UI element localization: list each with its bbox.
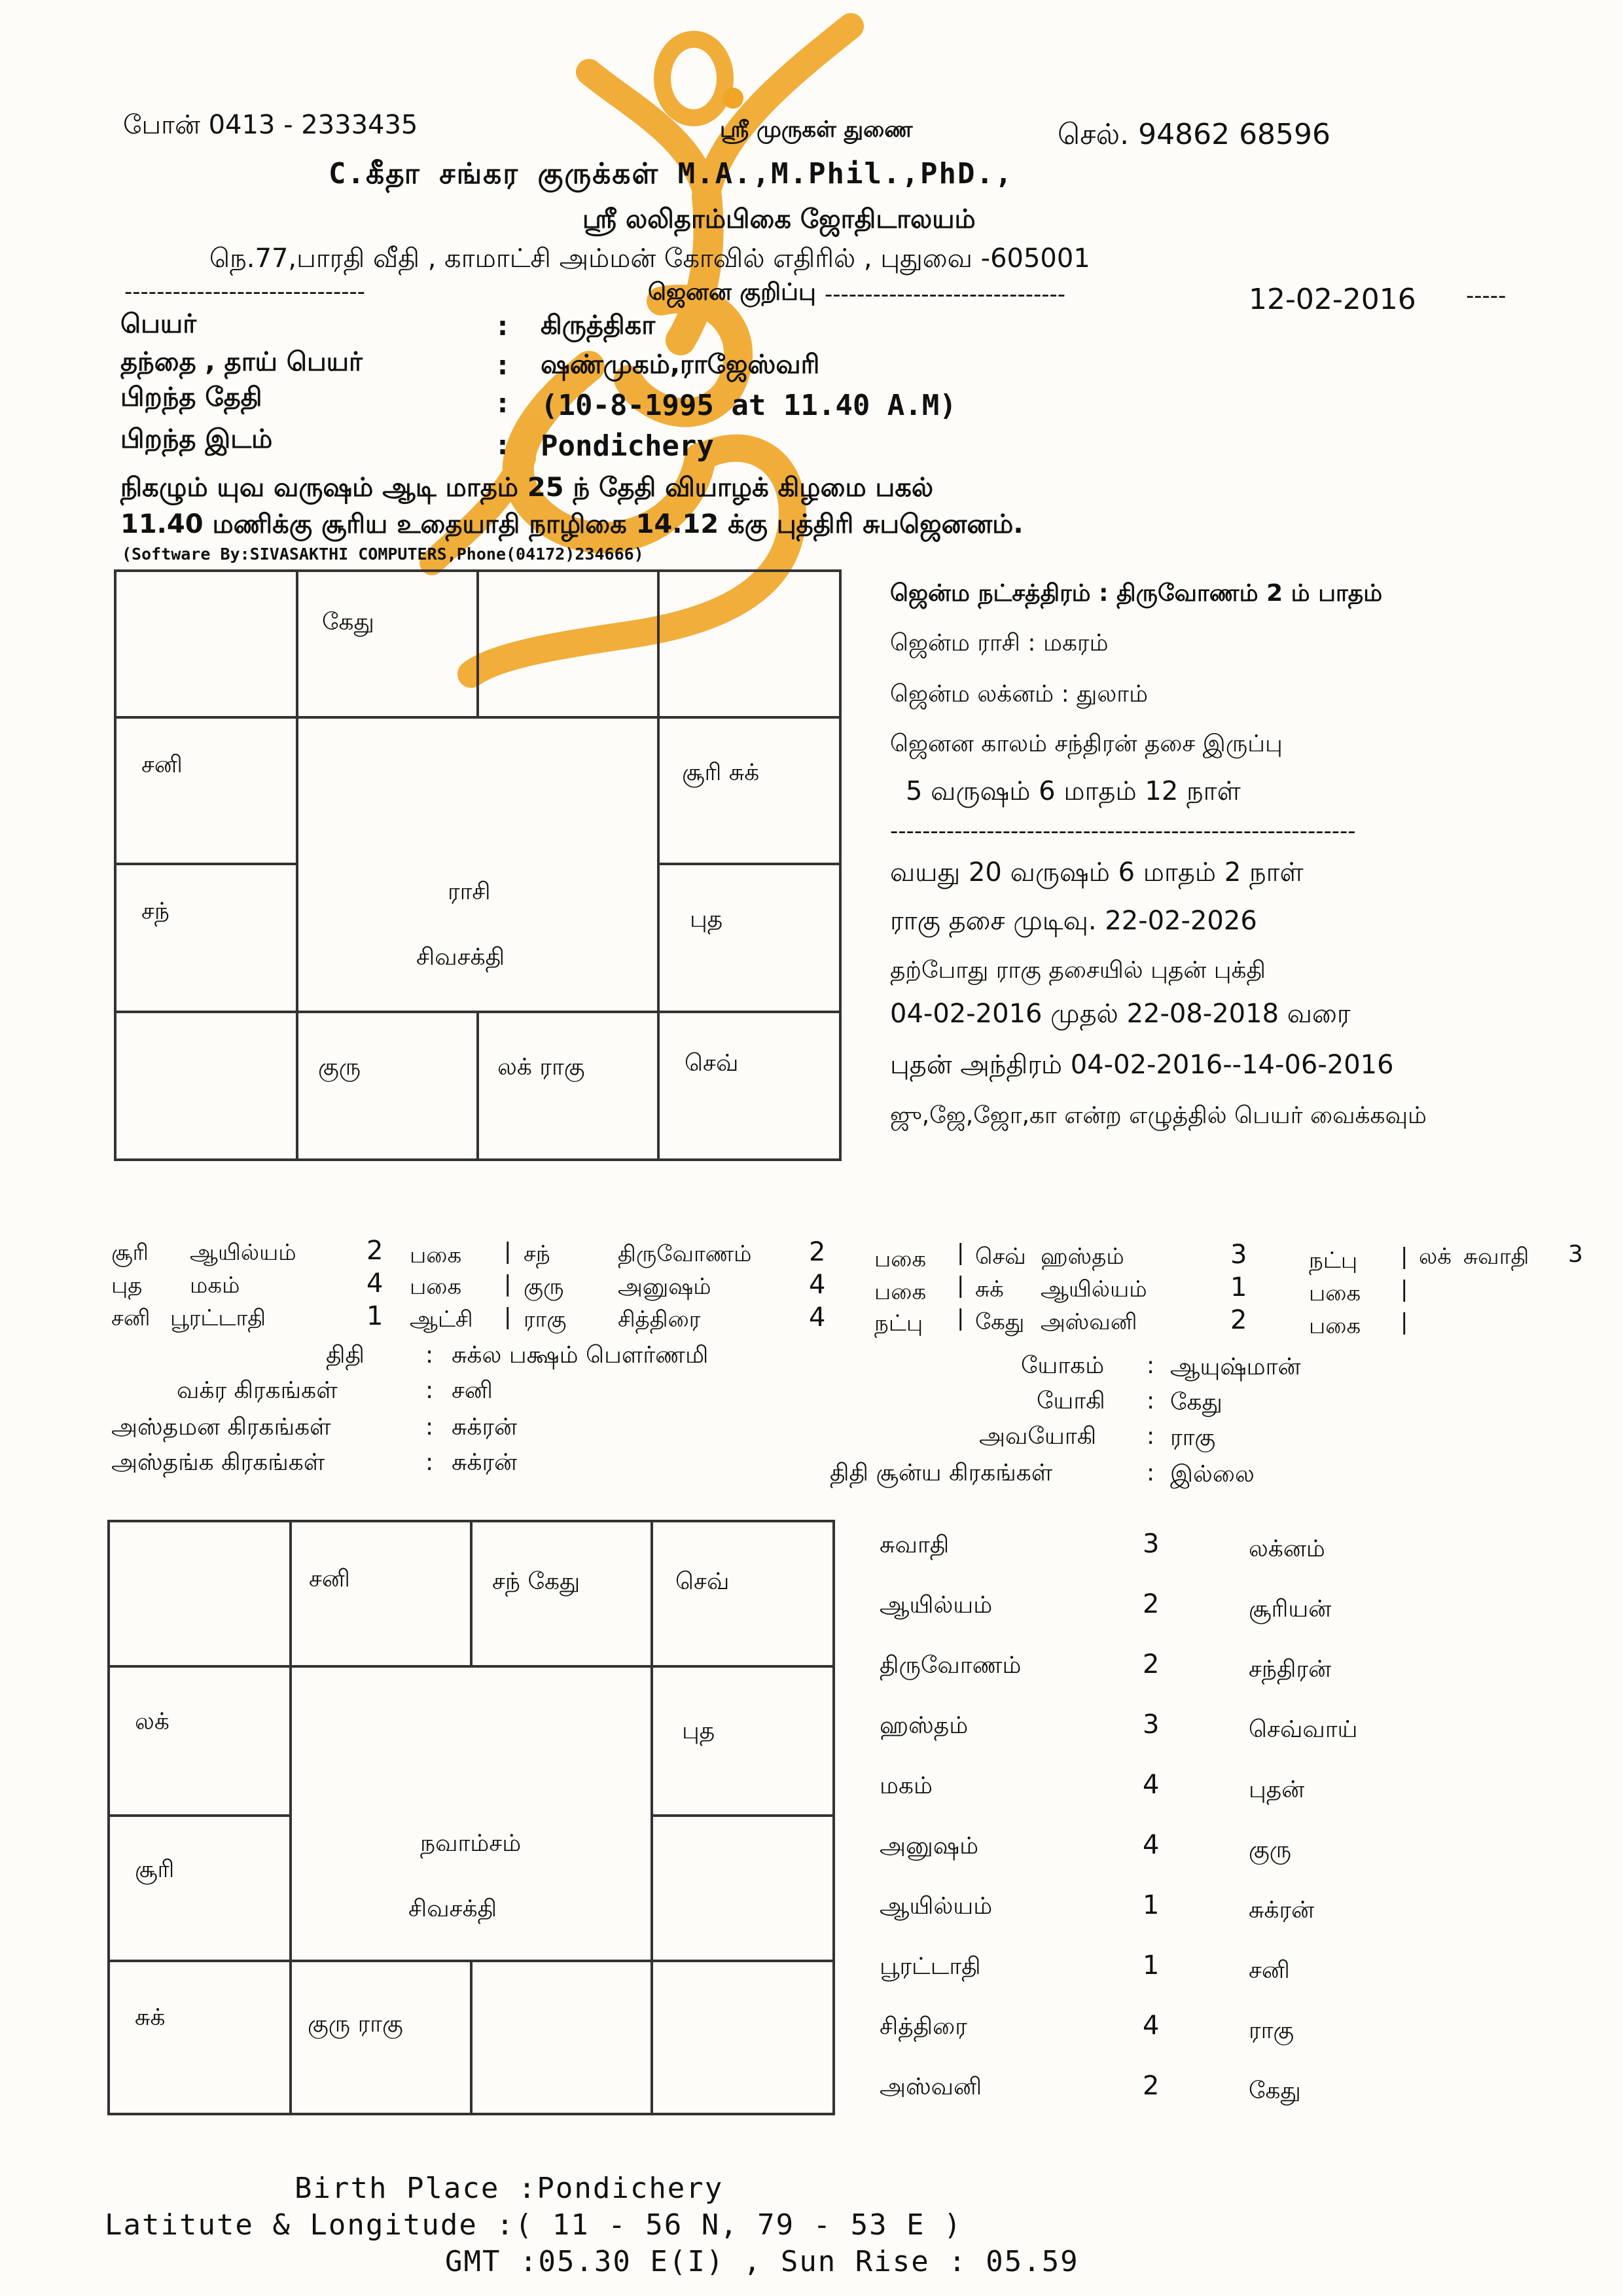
star-list-star: அனுஷம் [880,1833,979,1859]
star-list-star: சுவாதி [880,1532,950,1558]
extra-value-vakra: சனி [452,1377,493,1404]
extra-colon: : [1147,1352,1155,1379]
pt-planet: புத [111,1272,143,1299]
star-list-pada: 4 [1143,1830,1160,1860]
pt-divider: | [1400,1276,1408,1302]
pt-relation: நட்பு [1309,1247,1358,1274]
footer-gmt-sunrise: GMT :05.30 E(I) , Sun Rise : 05.59 [445,2245,1079,2278]
pt-star: சித்திரை [618,1306,701,1333]
pt-planet: சுக் [975,1276,1004,1302]
pt-divider: | [504,1304,512,1330]
info-dasa-balance-label: ஜெனன காலம் சந்திரன் தசை இருப்பு [890,730,1283,757]
report-date: 12-02-2016 [1249,283,1416,316]
info-bhukti-period: 04-02-2016 முதல் 22-08-2018 வரை [890,999,1351,1029]
pt-pada: 4 [366,1268,383,1299]
pt-pada: 3 [1230,1240,1247,1270]
extra-colon: : [425,1342,434,1369]
pt-planet: லக் [1419,1244,1452,1270]
rasi-cell-r2c4: சூரி சுக் [682,759,760,786]
pt-star: ஆயில்யம் [1041,1276,1147,1302]
detail-value-parents: ஷண்முகம்,ராஜேஸ்வரி [541,350,820,380]
pt-star: சுவாதி [1463,1244,1529,1270]
extra-value-avayogi: ராகு [1170,1424,1216,1451]
astrologer-name: C.கீதா சங்கர குருக்கள் M.A.,M.Phil.,PhD., [329,157,1014,190]
navamsa-chart [107,1520,835,2115]
pt-pada: 4 [809,1270,826,1300]
divider-right: ------------------------------ [825,281,1066,308]
pt-planet: சந் [524,1241,550,1267]
pt-divider: | [504,1238,512,1265]
extra-colon: : [425,1377,434,1404]
rasi-cell-r4c2: குரு [318,1054,361,1081]
detail-label-parents: தந்தை , தாய் பெயர் [120,347,363,377]
star-list-star: சித்திரை [880,2013,967,2040]
navamsa-center-title: நவாம்சம் [420,1830,522,1857]
extra-label-tithi: திதி [326,1342,365,1369]
detail-label-dob: பிறந்த தேதி [120,382,262,412]
office-address: நெ.77,பாரதி வீதி , காமாட்சி அம்மன் கோவில் எதிரில் , புதுவை -605001 [209,243,1090,274]
pt-planet: சூரி [111,1240,149,1266]
pt-planet: குரு [524,1274,564,1300]
pt-star: பூரட்டாதி [170,1305,266,1331]
detail-value-dob: (10-8-1995 at 11.40 A.M) [541,389,957,422]
navamsa-cell-r1c4: செவ் [675,1568,730,1595]
phone-number: போன் 0413 - 2333435 [123,110,418,140]
star-list-planet: சூரியன் [1249,1596,1332,1623]
info-current-bhukti: தற்போது ராகு தசையில் புதன் புக்தி [890,957,1266,984]
extra-label-soonya: திதி சூன்ய கிரகங்கள் [830,1460,1053,1486]
star-list-planet: ராகு [1249,2017,1294,2044]
pt-relation: பகை [410,1242,462,1268]
star-list-pada: 3 [1143,1710,1160,1740]
extra-colon: : [425,1449,434,1476]
pt-star: அஸ்வனி [1041,1309,1137,1335]
pt-divider: | [957,1272,965,1299]
pt-relation: ஆட்சி [410,1306,473,1333]
footer-birth-place: Birth Place :Pondichery [294,2172,724,2205]
pt-pada: 3 [1568,1241,1583,1268]
extra-colon: : [1147,1423,1155,1450]
extra-label-vakra: வக்ர கிரகங்கள் [177,1377,338,1404]
info-age: வயது 20 வருஷம் 6 மாதம் 2 நாள் [890,857,1304,888]
navamsa-cell-r3c1: சூரி [135,1856,175,1883]
rasi-cell-r3c1: சந் [141,898,170,925]
info-antaram: புதன் அந்திரம் 04-02-2016--14-06-2016 [890,1050,1394,1080]
navamsa-center-subtitle: சிவசக்தி [408,1895,497,1922]
detail-value-place: Pondichery [541,429,714,463]
pt-star: திருவோணம் [618,1241,752,1267]
extra-colon: : [1147,1388,1155,1414]
extra-label-asthanga: அஸ்தங்க கிரகங்கள் [111,1449,325,1476]
navamsa-cell-r1c3: சந் கேது [492,1568,580,1595]
pt-pada: 2 [1230,1305,1247,1335]
footer-lat-long: Latitute & Longitude :( 11 - 56 N, 79 - 53 E ) [105,2208,963,2242]
rasi-center-title: ராசி [448,878,491,905]
pt-pada: 1 [1230,1272,1247,1302]
pt-pada: 2 [366,1236,383,1266]
star-list-planet: லக்னம் [1249,1535,1325,1562]
pt-divider: | [957,1240,965,1266]
extra-label-asthamana: அஸ்தமன கிரகங்கள் [111,1414,331,1441]
star-list-planet: கேது [1249,2077,1301,2104]
rasi-cell-r1c2: கேது [322,609,374,636]
pt-divider: | [957,1305,965,1331]
star-list-star: அஸ்வனி [880,2073,982,2100]
extra-label-yogi: யோகி [1037,1388,1105,1414]
navamsa-cell-r4c2: குரு ராகு [308,2011,403,2037]
star-list-star: திருவோணம் [880,1652,1022,1679]
extra-value-soonya: இல்லை [1170,1461,1255,1488]
info-name-letters: ஜு,ஜே,ஜோ,கா என்ற எழுத்தில் பெயர் வைக்கவும் [890,1102,1427,1129]
info-dasa-balance-value: 5 வருஷம் 6 மாதம் 12 நாள் [906,776,1241,806]
star-list-pada: 4 [1143,1770,1160,1800]
pt-relation: பகை [1309,1280,1361,1306]
star-list-star: ஆயில்யம் [880,1592,993,1619]
pt-star: மகம் [190,1272,240,1299]
pt-relation: பகை [1309,1313,1361,1339]
rasi-cell-r3c4: புத [690,906,723,933]
pt-planet: செவ் [975,1244,1026,1270]
star-list-star: ஹஸ்தம் [880,1712,969,1739]
info-rahu-dasa-end: ராகு தசை முடிவு. 22-02-2026 [890,906,1257,936]
detail-sep-name: : [497,312,508,342]
extra-value-asthamana: சுக்ரன் [452,1414,518,1441]
navamsa-cell-r1c2: சனி [309,1566,350,1592]
software-credit: (Software By:SIVASAKTHI COMPUTERS,Phone(04172)234666) [122,545,644,564]
divider-tail: ----- [1466,283,1507,309]
pt-divider: | [504,1271,512,1297]
cell-number: செல். 94862 68596 [1058,118,1331,151]
extra-value-tithi: சுக்ல பக்ஷம் பௌர்ணமி [452,1342,709,1369]
extra-colon: : [1147,1460,1155,1486]
pt-divider: | [1400,1309,1408,1335]
office-name: ஸ்ரீ லலிதாம்பிகை ஜோதிடாலயம் [582,204,976,234]
star-list-planet: குரு [1249,1837,1292,1863]
detail-label-name: பெயர் [120,309,197,339]
extra-value-yogam: ஆயுஷ்மான் [1170,1354,1301,1380]
pt-divider: | [1400,1244,1408,1270]
pt-star: ஆயில்யம் [190,1240,296,1266]
star-list-planet: செவ்வாய் [1249,1716,1358,1743]
info-nakshatra: ஜென்ம நட்சத்திரம் : திருவோணம் 2 ம் பாதம் [890,580,1383,607]
star-list-star: பூரட்டாதி [880,1953,981,1980]
detail-sep-place: : [497,431,508,461]
pt-planet: கேது [975,1309,1025,1335]
pt-relation: பகை [874,1279,927,1305]
star-list-pada: 1 [1143,1890,1160,1920]
pt-planet: ராகு [524,1306,567,1333]
birth-line-1: நிகழும் யுவ வருஷம் ஆடி மாதம் 25 ந் தேதி வியாழக் கிழமை பகல் [120,473,934,503]
pt-relation: பகை [410,1274,462,1300]
extra-value-yogi: கேது [1170,1389,1222,1416]
pt-pada: 2 [809,1237,826,1267]
info-lagnam: ஜென்ம லக்னம் : துலாம் [890,681,1149,708]
rasi-cell-r4c3: லக் ராகு [497,1054,585,1081]
star-list-pada: 4 [1143,2011,1160,2041]
divider-left: ------------------------------ [124,279,366,305]
detail-sep-parents: : [497,351,508,381]
info-rasi: ஜென்ம ராசி : மகரம் [890,630,1109,656]
star-list-star: ஆயில்யம் [880,1893,993,1920]
star-list-planet: சனி [1249,1957,1290,1984]
pt-pada: 4 [809,1302,826,1333]
pt-star: ஹஸ்தம் [1041,1244,1124,1270]
extra-colon: : [425,1414,434,1441]
rasi-cell-r4c4: செவ் [685,1050,739,1077]
star-list-pada: 3 [1143,1529,1160,1559]
rasi-center-subtitle: சிவசக்தி [416,944,505,971]
detail-label-place: பிறந்த இடம் [120,424,273,454]
navamsa-cell-r4c1: சுக் [135,2004,166,2031]
detail-value-name: கிருத்திகா [541,310,656,340]
blessing-text: ஸ்ரீ முருகள் துணை [720,117,913,143]
star-list-pada: 2 [1143,2071,1160,2101]
pt-pada: 1 [366,1301,383,1331]
pt-relation: பகை [874,1246,927,1272]
pt-star: அனுஷம் [618,1274,711,1300]
navamsa-cell-r2c4: புத [682,1717,715,1744]
pt-planet: சனி [111,1305,151,1331]
info-divider: ---------------------------------------------------------- [890,818,1356,844]
navamsa-grid [107,1520,835,2115]
star-list-pada: 2 [1143,1649,1160,1679]
detail-sep-dob: : [497,389,508,419]
birth-line-2: 11.40 மணிக்கு சூரிய உதையாதி நாழிகை 14.12 க்கு புத்திரி சுபஜெனனம். [120,509,1024,539]
rasi-chart [114,569,842,1161]
extra-label-avayogi: அவயோகி [979,1423,1097,1450]
star-list-pada: 2 [1143,1589,1160,1619]
navamsa-cell-r2c1: லக் [135,1708,169,1735]
extra-value-asthanga: சுக்ரன் [452,1449,518,1476]
extra-label-yogam: யோகம் [1021,1352,1105,1379]
star-list-star: மகம் [880,1772,933,1799]
star-list-planet: சுக்ரன் [1249,1897,1315,1924]
star-list-planet: புதன் [1249,1776,1305,1803]
star-list-pada: 1 [1143,1950,1160,1981]
section-title: ஜெனன குறிப்பு [648,279,816,306]
star-list-planet: சந்திரன் [1249,1656,1332,1683]
pt-relation: நட்பு [874,1310,923,1336]
rasi-cell-r2c1: சனி [141,751,183,778]
